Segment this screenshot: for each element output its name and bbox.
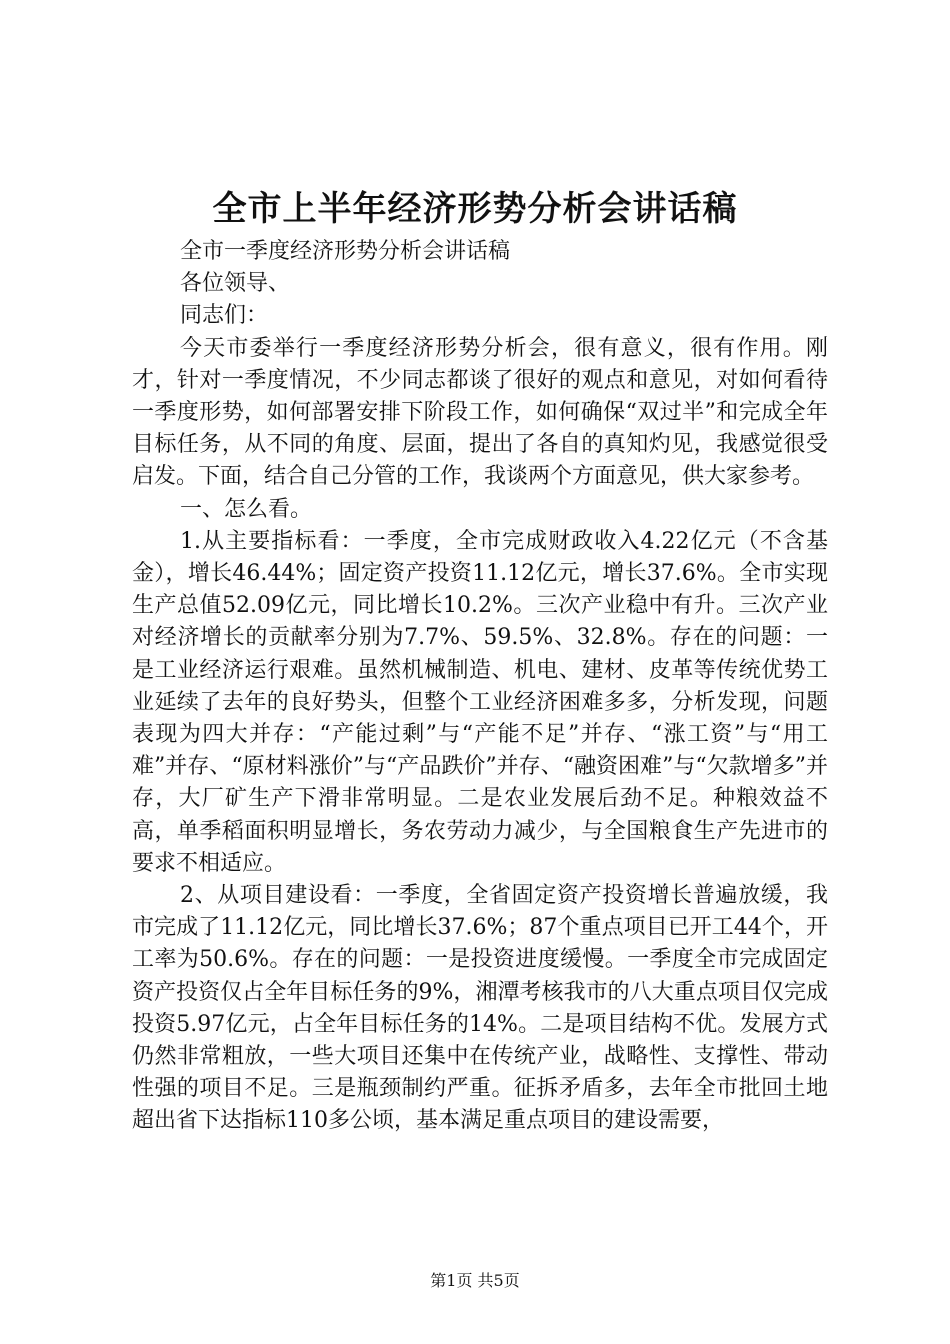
paragraph-projects: 2、从项目建设看：一季度，全省固定资产投资增长普遍放缓，我市完成了11.12亿元，同比增长37.6%；87个重点项目已开工44个，开工率为50.6%。存在的问题：一是投资进度缓慢。一季度全市完成固定资产投资仅占全年目标任务的9%，湘潭考核我市的八大重点项目仅完成投资5.97亿元，占全年目标任务的14%。二是项目结构不优。发展方式仍然非常粗放，一些大项目还集中在传统产业，战略性、支撑性、带动性强的项目不足。三是瓶颈制约严重。征拆矛盾多，去年全市批回土地超出省下达指标110多公顷，基本满足重点项目的建设需要， bbox=[132, 883, 828, 1134]
paragraph-opening: 今天市委举行一季度经济形势分析会，很有意义，很有作用。刚才，针对一季度情况，不少同志都谈了很好的观点和意见，对如何看待一季度形势，如何部署安排下阶段工作，如何确保“双过半”和完成全年目标任务，从不同的角度、层面，提出了各自的真知灼见，我感觉很受启发。下面，结合自己分管的工作，我谈两个方面意见，供大家参考。 bbox=[132, 335, 828, 490]
subtitle-line: 全市一季度经济形势分析会讲话稿 bbox=[180, 239, 511, 264]
page-number-footer: 第1页 共5页 bbox=[430, 1271, 520, 1290]
section-heading: 一、怎么看。 bbox=[180, 496, 313, 522]
salutation-line-1: 各位领导、 bbox=[180, 271, 291, 297]
salutation-line-2: 同志们： bbox=[180, 303, 269, 329]
paragraph-indicators: 1.从主要指标看：一季度，全市完成财政收入4.22亿元（不含基金），增长46.44%；固定资产投资11.12亿元，增长37.6%。全市实现生产总值52.09亿元，同比增长10.2%。三次产业稳中有升。三次产业对经济增长的贡献率分别为7.7%、59.5%、32.8%。存在的问题：一是工业经济运行艰难。虽然机械制造、机电、建材、皮革等传统优势工业延续了去年的良好势头，但整个工业经济困难多多，分析发现，问题表现为四大并存：“产能过剩”与“产能不足”并存、“涨工资”与“用工难”并存、“原材料涨价”与“产品跌价”并存、“融资困难”与“欠款增多”并存，大厂矿生产下滑非常明显。二是农业发展后劲不足。种粮效益不高，单季稻面积明显增长，务农劳动力减少，与全国粮食生产先进市的要求不相适应。 bbox=[132, 528, 828, 876]
document-title: 全市上半年经济形势分析会讲话稿 bbox=[212, 189, 738, 229]
document-body bbox=[132, 236, 828, 1138]
